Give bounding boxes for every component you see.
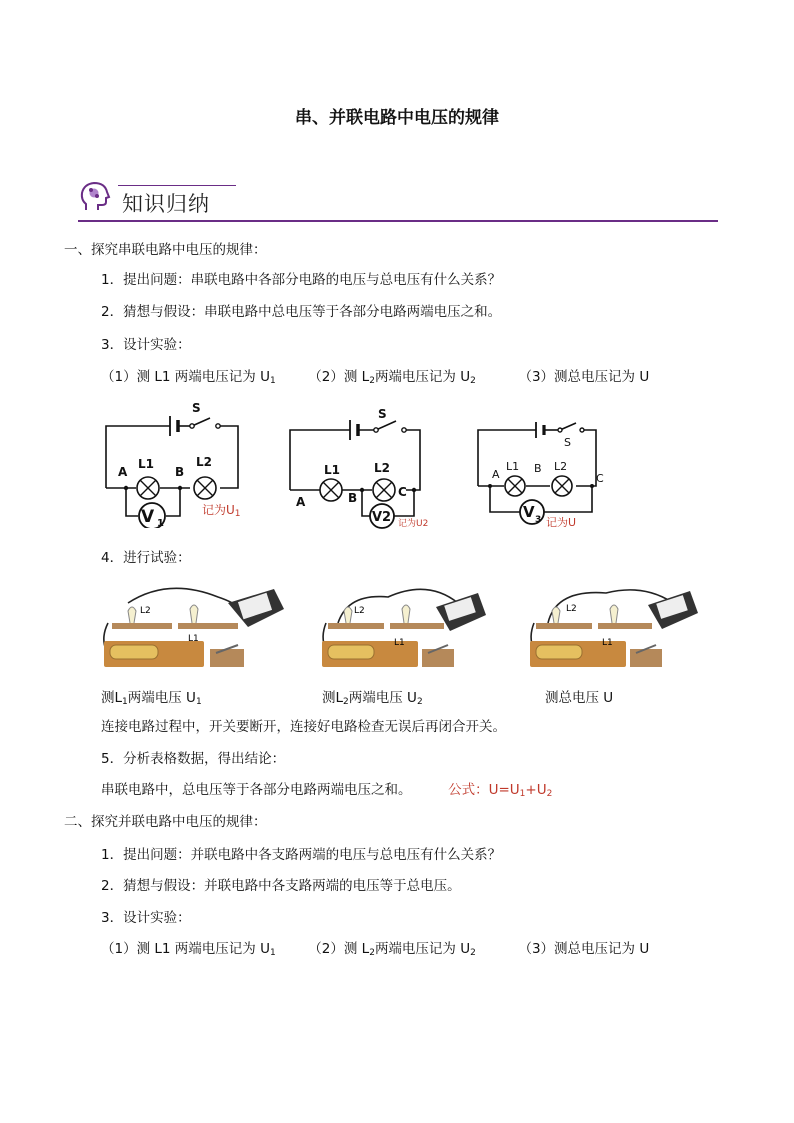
banner-label: 知识归纳 bbox=[122, 192, 210, 216]
photo-caption-3: 测总电压 U bbox=[545, 690, 614, 706]
svg-text:B: B bbox=[534, 462, 542, 475]
s1-options: （1）测 L1 两端电压记为 $U_1$ （2）测 $L_2$两端电压记为 $U_2$ （3）测总电压记为 U bbox=[101, 369, 650, 386]
s1-analyze: 5．分析表格数据，得出结论： bbox=[101, 751, 286, 767]
svg-text:L1: L1 bbox=[324, 463, 340, 477]
svg-text:C: C bbox=[596, 472, 604, 485]
s2-hypothesis: 2．猜想与假设：并联电路中各支路两端的电压等于总电压。 bbox=[101, 878, 461, 894]
circuit-diagram-3 bbox=[470, 414, 620, 534]
switch-label: S bbox=[192, 401, 201, 415]
page-title: 串、并联电路中电压的规律 bbox=[295, 108, 499, 128]
svg-text:C: C bbox=[398, 485, 407, 499]
point-a-label: A bbox=[118, 465, 128, 479]
svg-text:L2: L2 bbox=[354, 606, 365, 616]
photo-caption-1: 测$L_1$两端电压 $U_1$ bbox=[101, 690, 202, 707]
s1-experiment: 4．进行试验： bbox=[101, 550, 191, 566]
s1-question: 1．提出问题：串联电路中各部分电路的电压与总电压有什么关系？ bbox=[101, 272, 502, 288]
svg-text:L1: L1 bbox=[394, 638, 405, 648]
s2-design: 3．设计实验： bbox=[101, 910, 191, 926]
svg-text:记为U2: 记为U2 bbox=[398, 519, 429, 529]
svg-text:记为U: 记为U bbox=[546, 516, 577, 529]
svg-text:L1: L1 bbox=[188, 634, 199, 644]
experiment-photo-3 bbox=[526, 583, 706, 671]
record-note: 记为U1 bbox=[202, 503, 241, 519]
svg-text:A: A bbox=[296, 495, 306, 509]
photo-caption-2: 测$L_2$两端电压 $U_2$ bbox=[322, 690, 423, 707]
section-banner bbox=[78, 176, 718, 222]
svg-text:A: A bbox=[492, 468, 500, 481]
svg-text:S: S bbox=[378, 407, 387, 421]
svg-text:1: 1 bbox=[157, 518, 164, 528]
circuit-diagram-2 bbox=[286, 404, 446, 534]
svg-text:3: 3 bbox=[535, 515, 542, 525]
experiment-photo-2 bbox=[318, 583, 493, 671]
svg-text:L1: L1 bbox=[602, 638, 613, 648]
point-b-label: B bbox=[175, 465, 185, 479]
svg-text:B: B bbox=[348, 491, 358, 505]
svg-text:S: S bbox=[564, 436, 571, 449]
s1-conclusion: 串联电路中，总电压等于各部分电路两端电压之和。 公式：$U=U_1+U_2$ bbox=[101, 782, 553, 799]
s2-options: （1）测 L1 两端电压记为 $U_1$ （2）测 $L_2$两端电压记为 $U_2$ （3）测总电压记为 U bbox=[101, 941, 650, 958]
s1-design: 3．设计实验： bbox=[101, 337, 191, 353]
svg-text:V: V bbox=[523, 503, 535, 521]
svg-text:V2: V2 bbox=[372, 510, 392, 525]
brain-head-icon bbox=[78, 180, 112, 214]
svg-text:L2: L2 bbox=[566, 604, 577, 614]
lamp-l1-label: L1 bbox=[138, 457, 154, 471]
svg-text:L1: L1 bbox=[506, 460, 520, 473]
s1-hypothesis: 2．猜想与假设：串联电路中总电压等于各部分电路两端电压之和。 bbox=[101, 304, 502, 320]
voltmeter-label: V bbox=[141, 507, 155, 527]
experiment-photo-1 bbox=[98, 583, 288, 671]
section2-heading: 二、探究并联电路中电压的规律： bbox=[64, 814, 267, 830]
circuit-diagram-1 bbox=[98, 398, 248, 528]
svg-text:L2: L2 bbox=[554, 460, 568, 473]
svg-text:L2: L2 bbox=[374, 461, 390, 475]
s2-question: 1．提出问题：并联电路中各支路两端的电压与总电压有什么关系？ bbox=[101, 847, 502, 863]
svg-text:L2: L2 bbox=[140, 606, 151, 616]
lamp-l2-label: L2 bbox=[196, 455, 212, 469]
s1-note: 连接电路过程中，开关要断开，连接好电路检查无误后再闭合开关。 bbox=[101, 719, 506, 735]
section1-heading: 一、探究串联电路中电压的规律： bbox=[64, 242, 267, 258]
formula: 公式：$U=U_1+U_2$ bbox=[448, 782, 553, 799]
